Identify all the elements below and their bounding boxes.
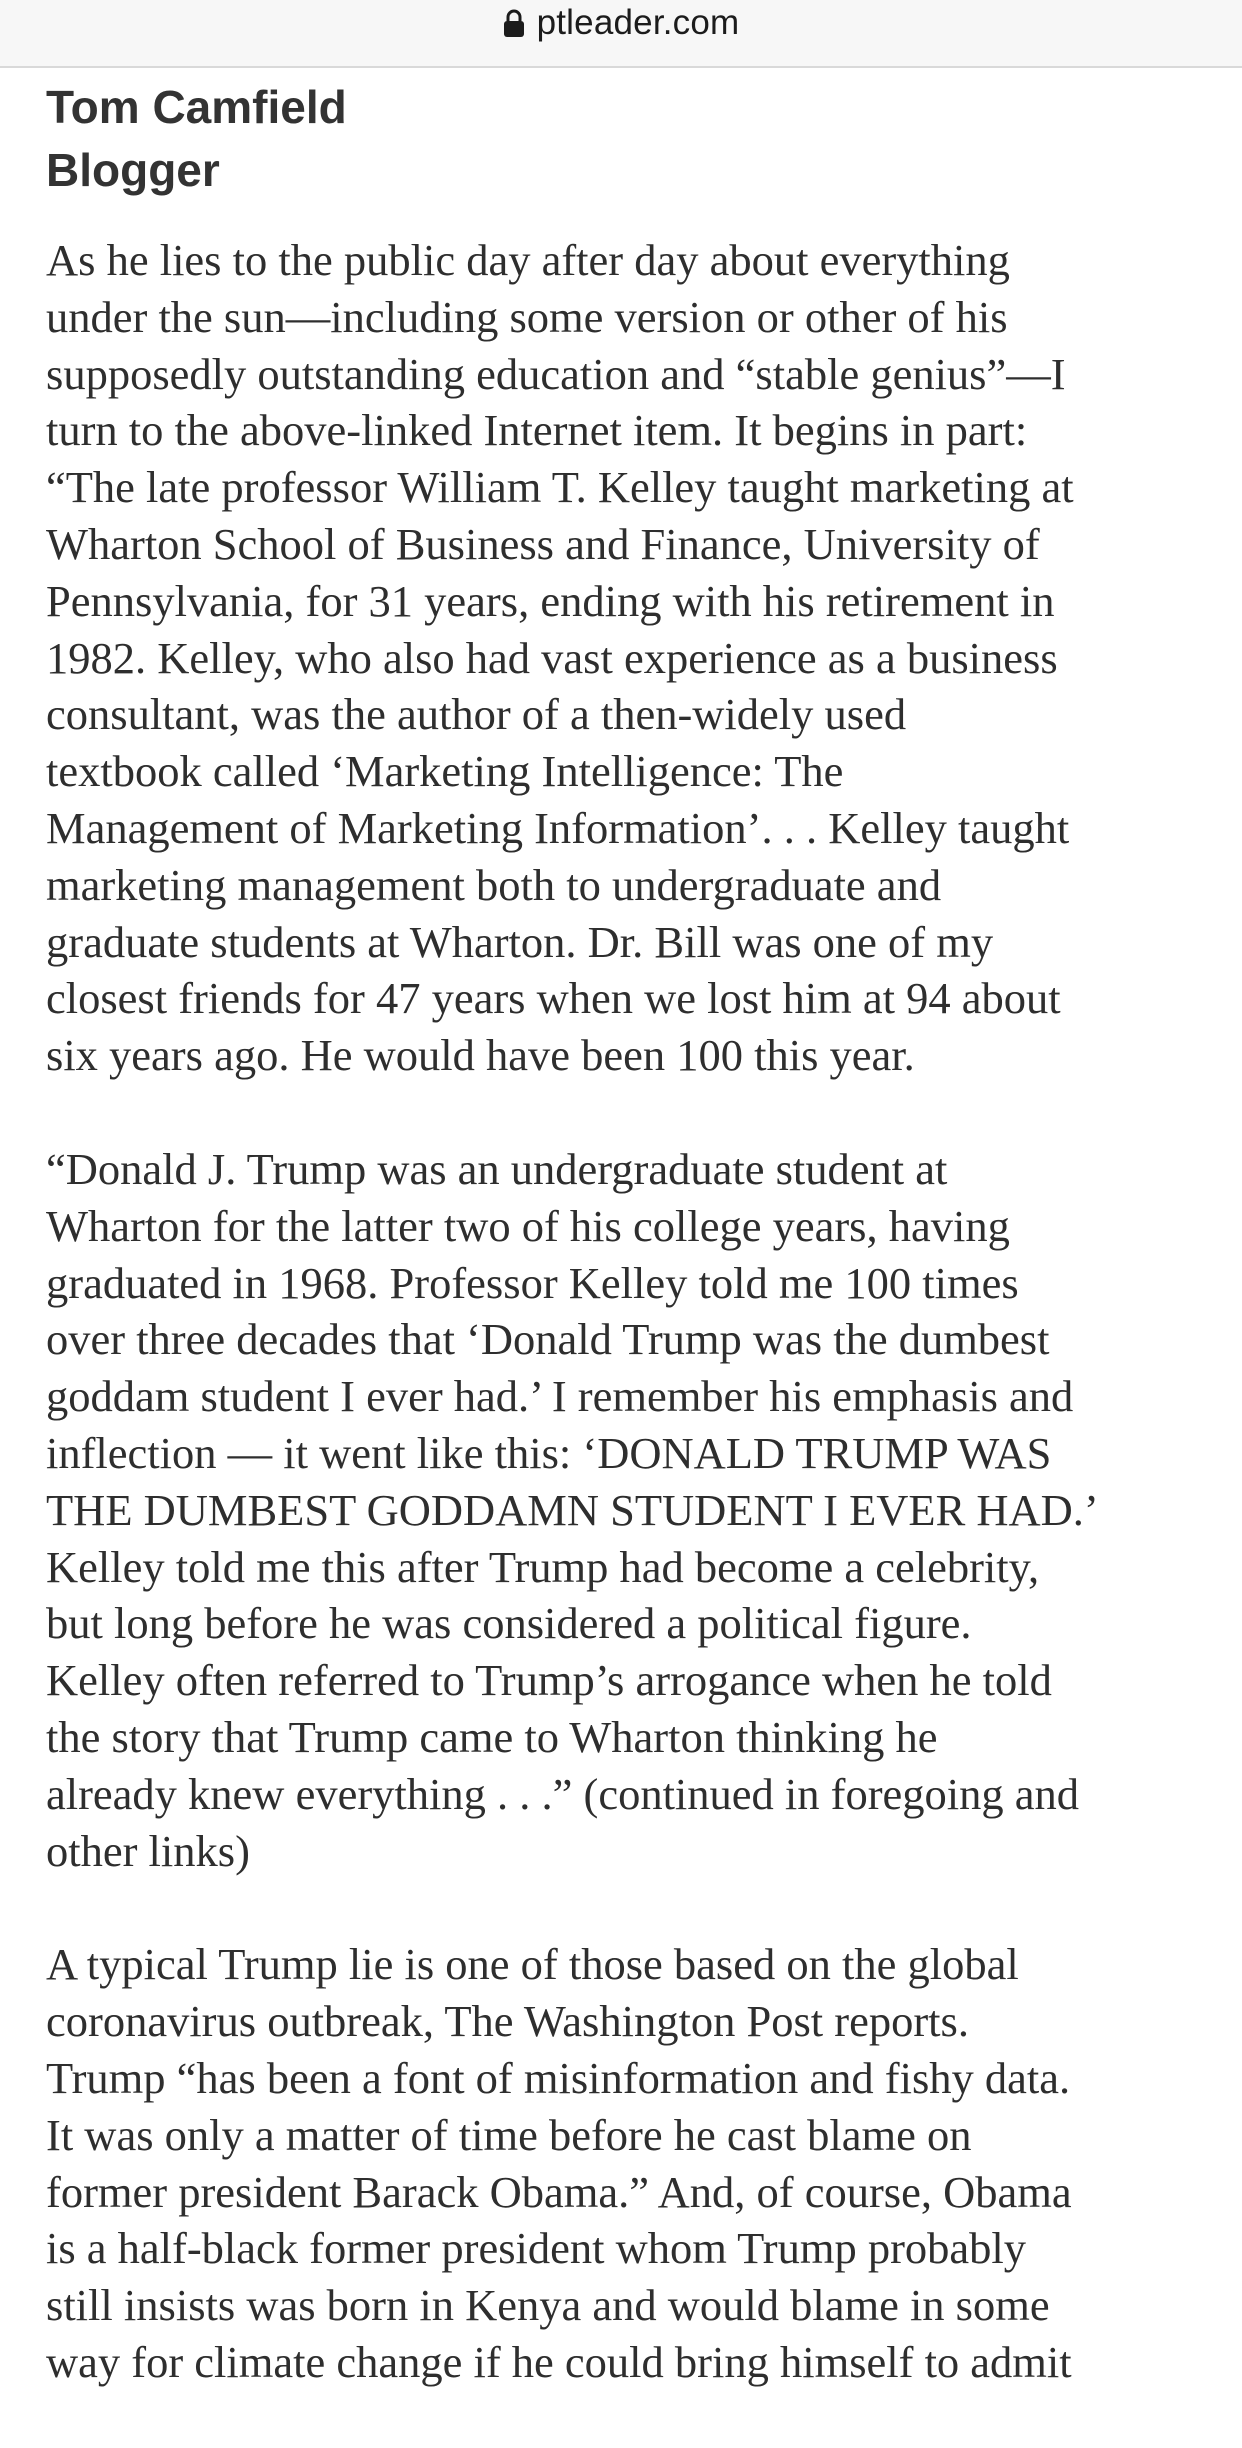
lock-icon <box>503 8 525 38</box>
address-bar-content <box>503 3 740 43</box>
article-body <box>46 232 1206 2391</box>
address-bar[interactable] <box>0 0 1242 68</box>
article-paragraph: As he lies to the public day after day about everything under the sun—including some version or other of his supposedly outstanding education and “stable genius”—I turn to the above-linked Internet item. It begins in part: “The late professor William T. Kelley taught marketing at Wharton School of Business and Finance, University of Pennsylvania, for 31 years, ending with his retirement in 1982. Kelley, who also had vast experience as a business consultant, was the author of a then-widely used textbook called ‘Marketing Intelligence: The Management of Marketing Information’. . . Kelley taught marketing management both to undergraduate and graduate students at Wharton. Dr. Bill was one of my closest friends for 47 years when we lost him at 94 about six years ago. He would have been 100 this year. <box>46 235 1074 1081</box>
byline <box>46 76 1206 202</box>
author-role: Blogger <box>46 144 220 196</box>
author-name: Tom Camfield <box>46 81 347 133</box>
article <box>46 76 1206 2448</box>
article-paragraph: A typical Trump lie is one of those based on the global coronavirus outbreak, The Washington Post reports. Trump “has been a font of misinformation and fishy data. It was only a matter of time before he cast blame on former president Barack Obama.” And, of course, Obama is a half-black former president whom Trump probably still insists was born in Kenya and would blame in some way for climate change if he could bring himself to admit <box>46 1939 1072 2387</box>
url-text: ptleader.com <box>536 3 740 42</box>
article-paragraph: “Donald J. Trump was an undergraduate student at Wharton for the latter two of his college years, having graduated in 1968. Professor Kelley told me 100 times over three decades that ‘Donald Trump was the dumbest goddam student I ever had.’ I remember his emphasis and inflection — it went like this: ‘DONALD TRUMP WAS THE DUMBEST GODDAMN STUDENT I EVER HAD.’ Kelley told me this after Trump had become a celebrity, but long before he was considered a political figure. Kelley often referred to Trump’s arrogance when he told the story that Trump came to Wharton thinking he already knew everything . . .” (continued in foregoing and other links) <box>46 1143 1099 1876</box>
